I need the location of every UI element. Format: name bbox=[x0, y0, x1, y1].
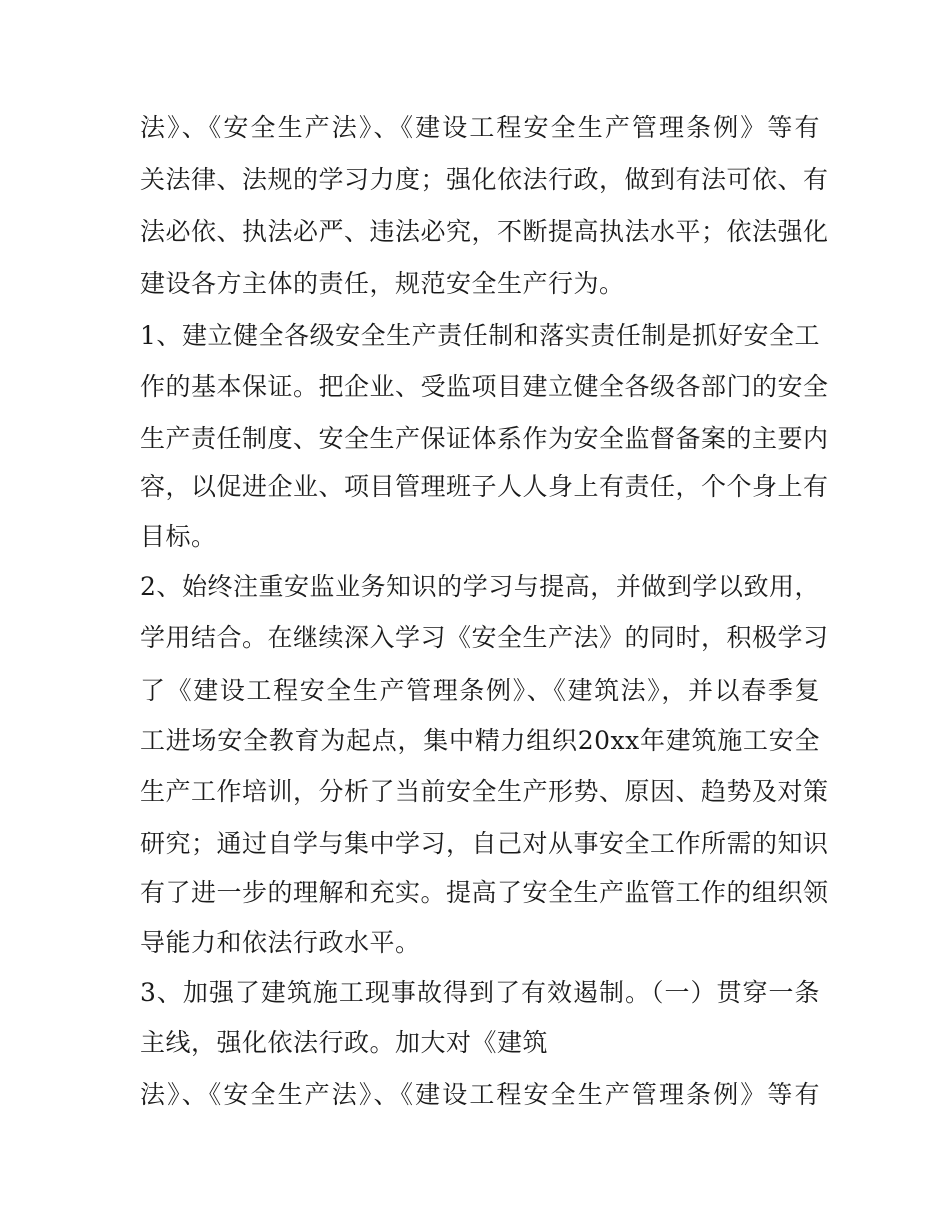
text-line: 主线，强化依法行政。加大对《建筑 bbox=[140, 1028, 549, 1057]
text-line: 目标。 bbox=[140, 522, 217, 551]
text-line: 建设各方主体的责任，规范安全生产行为。 bbox=[140, 269, 625, 298]
text-line: 法必依、执法必严、违法必究，不断提高执法水平；依法强化 bbox=[140, 217, 829, 246]
text-line: 关法律、法规的学习力度；强化依法行政，做到有法可依、有 bbox=[140, 165, 829, 194]
text-line: 学用结合。在继续深入学习《安全生产法》的同时，积极学习 bbox=[140, 623, 829, 652]
text-line: 导能力和依法行政水平。 bbox=[140, 928, 421, 957]
text-line: 生产工作培训，分析了当前安全生产形势、原因、趋势及对策 bbox=[140, 777, 829, 806]
text-line: 法》、《安全生产法》、《建设工程安全生产管理条例》等有 bbox=[140, 113, 820, 142]
text-line: 作的基本保证。把企业、受监项目建立健全各级各部门的安全 bbox=[140, 372, 829, 401]
text-line: 1、建立健全各级安全生产责任制和落实责任制是抓好安全工 bbox=[140, 321, 820, 350]
text-line: 3、加强了建筑施工现事故得到了有效遏制。（一）贯穿一条 bbox=[140, 978, 820, 1007]
text-line: 工进场安全教育为起点，集中精力组织20xx年建筑施工安全 bbox=[140, 726, 820, 755]
text-line: 生产责任制度、安全生产保证体系作为安全监督备案的主要内 bbox=[140, 424, 829, 453]
text-line: 法》、《安全生产法》、《建设工程安全生产管理条例》等有 bbox=[140, 1080, 820, 1109]
text-line: 有了进一步的理解和充实。提高了安全生产监管工作的组织领 bbox=[140, 878, 829, 907]
text-line: 容，以促进企业、项目管理班子人人身上有责任，个个身上有 bbox=[140, 472, 829, 501]
text-line: 2、始终注重安监业务知识的学习与提高，并做到学以致用， bbox=[140, 572, 820, 601]
text-line: 研究；通过自学与集中学习，自己对从事安全工作所需的知识 bbox=[140, 829, 829, 858]
text-line: 了《建设工程安全生产管理条例》、《建筑法》，并以春季复 bbox=[140, 676, 820, 705]
